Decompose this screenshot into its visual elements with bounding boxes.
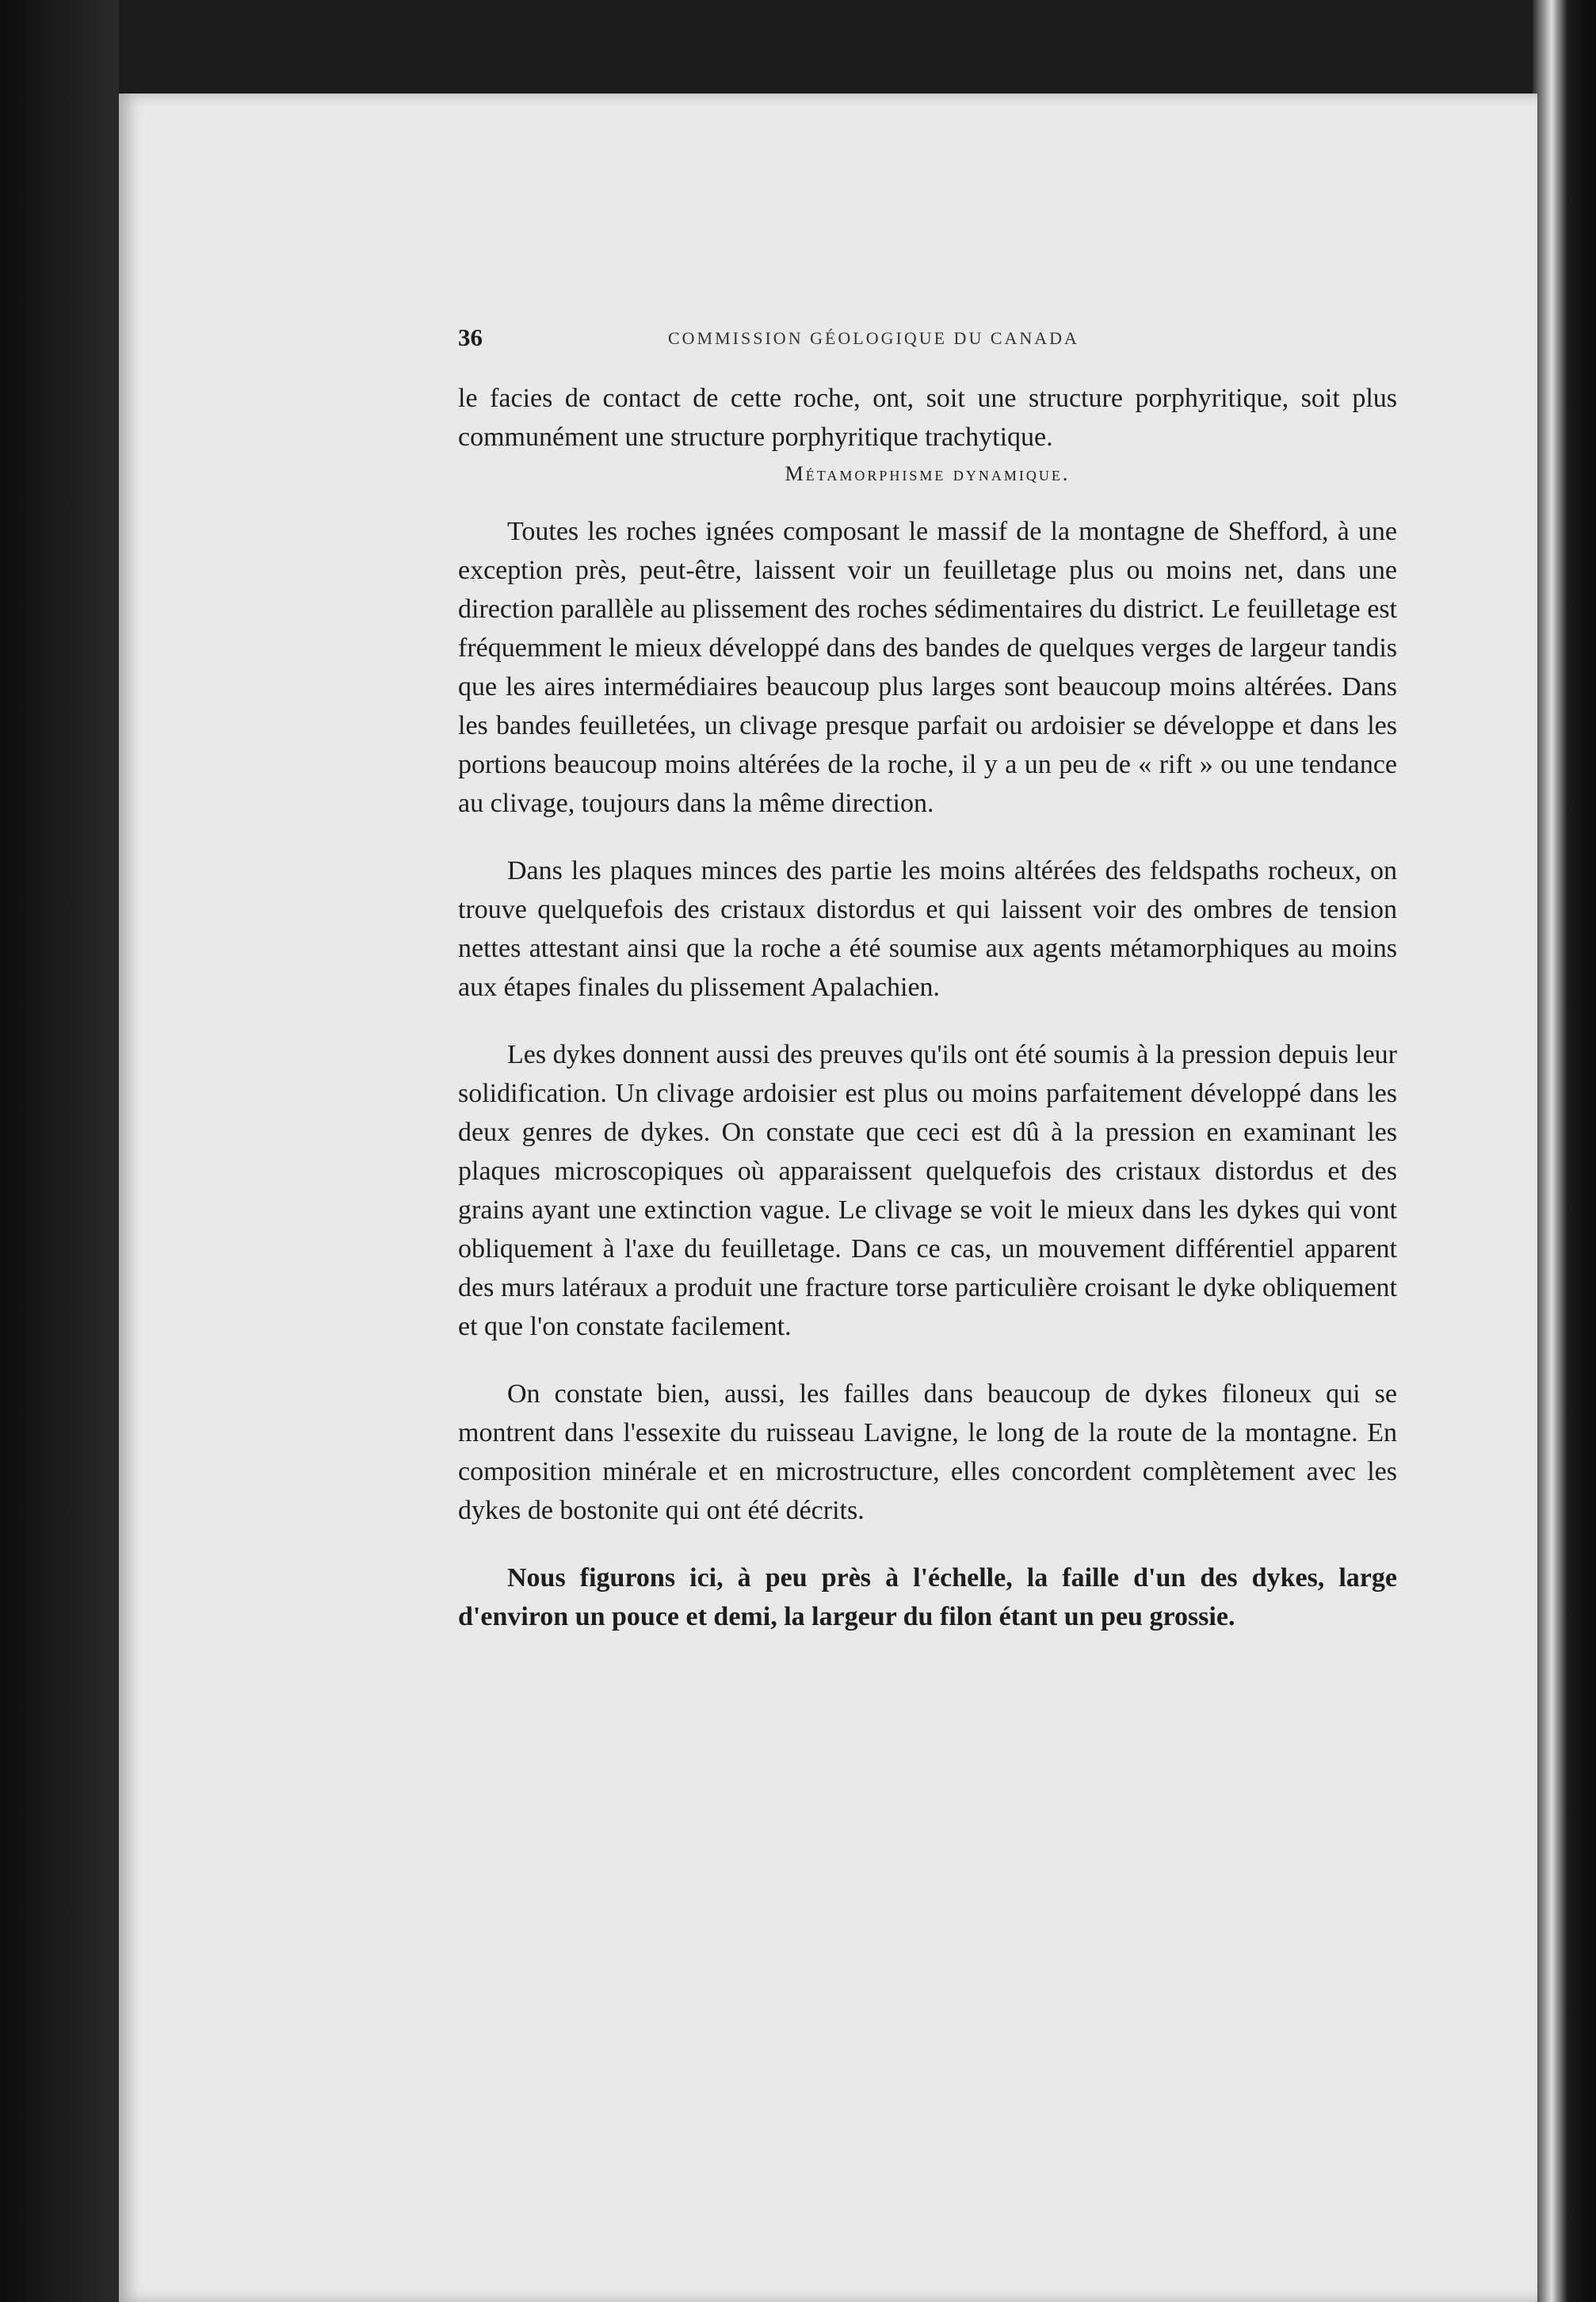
paragraph-2: Toutes les roches ignées composant le massif de la montagne de Shefford, à une exception près, peut-être, laissent voir un feuilletage plus ou moins net, dans une direction parallèle au plissement des roches sédimentaires du district. Le feuilletage est fréquemment le mieux développé dans des bandes de quelques verges de largeur tandis que les aires intermédiaires beaucoup plus larges sont beaucoup moins altérées. Dans les bandes feuilletées, un clivage presque parfait ou ardoisier se développe et dans les portions beaucoup moins altérées de la roche, il y a un peu de « rift » ou une tendance au clivage, toujours dans la même direction. <box>458 517 1397 818</box>
running-title: COMMISSION GÉOLOGIQUE DU CANADA <box>668 328 1079 348</box>
paragraph-6: Nous figurons ici, à peu près à l'échelle, la faille d'un des dykes, large d'environ un pouce et demi, la largeur du filon étant un peu grossie. <box>458 1563 1397 1631</box>
running-head <box>458 323 1397 371</box>
book-page <box>119 94 1537 2302</box>
page-text-block <box>458 323 1397 1636</box>
paragraph-4: Les dykes donnent aussi des preuves qu'ils ont été soumis à la pression depuis leur solidification. Un clivage ardoisier est plus ou moins parfaitement développé dans les deux genres de dykes. On constate que ceci est dû à la pression en examinant les plaques microscopiques où apparaissent quelquefois des cristaux distordus et des grains ayant une extinction vague. Le clivage se voit le mieux dans les dykes qui vont obliquement à l'axe du feuilletage. Dans ce cas, un mouvement différentiel apparent des murs latéraux a produit une fracture torse particulière croisant le dyke obliquement et que l'on constate facilement. <box>458 1040 1397 1341</box>
paragraph-3: Dans les plaques minces des partie les moins altérées des feldspaths rocheux, on trouve quelquefois des cristaux distordus et qui laissent voir des ombres de tension nettes attestant ainsi que la roche a été soumise aux agents métamorphiques au moins aux étapes finales du plissement Apalachien. <box>458 856 1397 1002</box>
section-heading: Métamorphisme dynamique. <box>785 462 1071 485</box>
page-number: 36 <box>458 323 483 351</box>
scan-border-right <box>1533 0 1596 2302</box>
scan-border-left <box>0 0 119 2302</box>
paragraph-1: le facies de contact de cette roche, ont, soit une structure porphyritique, soit plus communément une structure porphyritique trachytique. <box>458 384 1397 452</box>
paragraph-5: On constate bien, aussi, les failles dans beaucoup de dykes filoneux qui se montrent dans l'essexite du ruisseau Lavigne, le long de la route de la montagne. En composition minérale et en microstructure, elles concordent complètement avec les dykes de bostonite qui ont été décrits. <box>458 1379 1397 1525</box>
